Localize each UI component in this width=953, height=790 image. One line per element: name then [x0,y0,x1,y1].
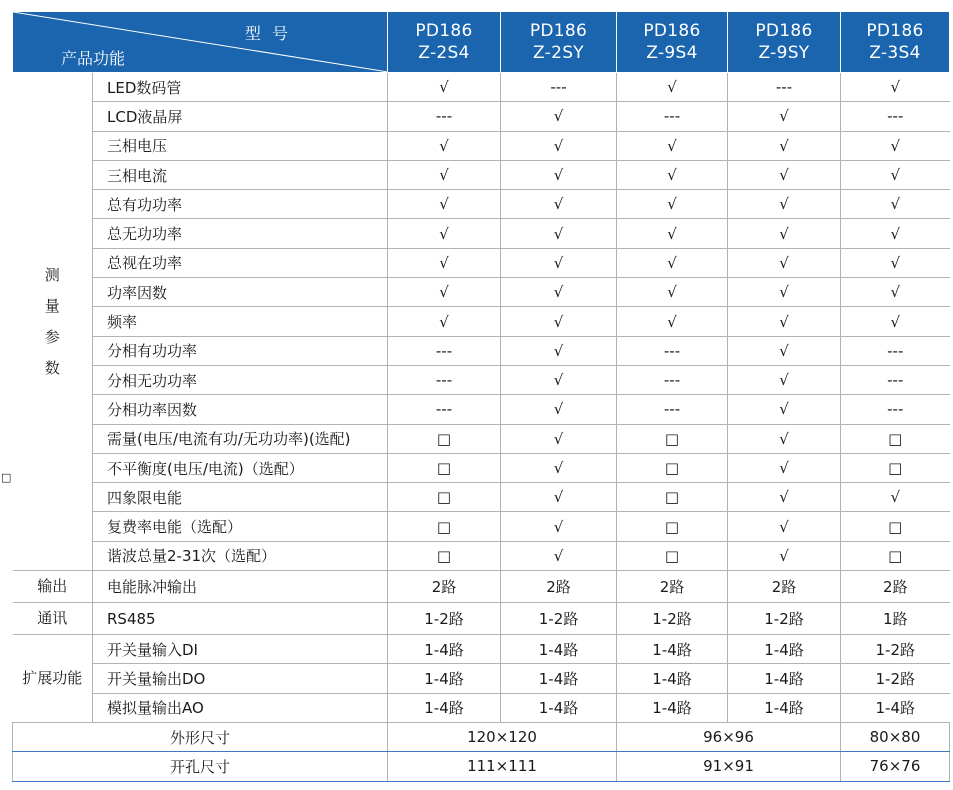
table-row [13,219,950,248]
value-cell: √ [728,160,841,189]
value-cell: □ [388,512,501,541]
value-cell: 1-4路 [388,693,501,722]
function-header-label: 产品功能 [61,49,126,68]
value-cell: √ [617,219,728,248]
value-cell: √ [728,453,841,482]
header-row [13,12,950,73]
value-cell: √ [617,307,728,336]
value-cell: √ [728,131,841,160]
value-cell: □ [617,512,728,541]
value-cell: 1-2路 [841,635,950,664]
value-cell: √ [728,395,841,424]
value-cell: √ [728,248,841,277]
group-expansion: 扩展功能 [13,635,93,723]
value-cell: 1-4路 [617,635,728,664]
value-cell: --- [501,73,617,102]
value-cell: □ [617,453,728,482]
dimension-row [13,722,950,751]
value-cell: 1路 [841,603,950,635]
value-cell: 1-4路 [617,693,728,722]
feature-cell: RS485 [93,603,388,635]
value-cell: √ [388,131,501,160]
group-output: 输出 [13,571,93,603]
value-cell: 2路 [388,571,501,603]
stray-box-mark: □ [1,471,12,484]
dimension-value: 76×76 [841,752,950,781]
value-cell: --- [617,365,728,394]
model-header-3: PD186 Z-9S4 [617,12,728,73]
value-cell: 1-4路 [388,664,501,693]
feature-cell: 分相无功功率 [93,365,388,394]
value-cell: --- [841,336,950,365]
dimension-value: 96×96 [617,722,841,751]
value-cell: √ [617,248,728,277]
value-cell: √ [388,248,501,277]
feature-cell: 三相电流 [93,160,388,189]
feature-cell: 总视在功率 [93,248,388,277]
value-cell: □ [841,424,950,453]
value-cell: √ [617,131,728,160]
value-cell: --- [841,395,950,424]
dimension-value: 111×111 [388,752,617,781]
value-cell: 1-4路 [388,635,501,664]
value-cell: √ [617,73,728,102]
value-cell: □ [388,424,501,453]
feature-cell: 电能脉冲输出 [93,571,388,603]
value-cell: √ [841,190,950,219]
value-cell: √ [388,307,501,336]
table-row [13,365,950,394]
value-cell: --- [388,395,501,424]
value-cell: --- [728,73,841,102]
value-cell: √ [501,541,617,570]
feature-cell: 四象限电能 [93,483,388,512]
value-cell: √ [728,307,841,336]
feature-cell: 模拟量输出AO [93,693,388,722]
value-cell: √ [728,336,841,365]
feature-cell: 不平衡度(电压/电流)（选配） [93,453,388,482]
value-cell: --- [617,395,728,424]
table-row [13,603,950,635]
feature-cell: 三相电压 [93,131,388,160]
value-cell: √ [388,160,501,189]
value-cell: 1-4路 [617,664,728,693]
value-cell: √ [617,160,728,189]
value-cell: √ [501,424,617,453]
model-header-5: PD186 Z-3S4 [841,12,950,73]
table-row [13,73,950,102]
value-cell: √ [617,278,728,307]
value-cell: √ [501,307,617,336]
value-cell: 1-2路 [728,603,841,635]
value-cell: √ [501,278,617,307]
table-row [13,160,950,189]
value-cell: √ [501,336,617,365]
table-row [13,453,950,482]
value-cell: √ [841,248,950,277]
value-cell: √ [501,160,617,189]
table-row [13,635,950,664]
dimension-value: 91×91 [617,752,841,781]
value-cell: 1-2路 [841,664,950,693]
feature-cell: 分相有功功率 [93,336,388,365]
table-row [13,571,950,603]
value-cell: √ [388,73,501,102]
table-row [13,512,950,541]
value-cell: √ [501,453,617,482]
value-cell: √ [841,160,950,189]
table-row [13,336,950,365]
value-cell: √ [501,365,617,394]
value-cell: √ [728,102,841,131]
dimension-value: 80×80 [841,722,950,751]
value-cell: 2路 [728,571,841,603]
value-cell: √ [501,190,617,219]
value-cell: √ [617,190,728,219]
value-cell: --- [617,102,728,131]
value-cell: --- [388,102,501,131]
value-cell: □ [841,512,950,541]
value-cell: √ [501,102,617,131]
feature-cell: 总有功功率 [93,190,388,219]
value-cell: --- [617,336,728,365]
value-cell: √ [501,131,617,160]
table-row [13,190,950,219]
value-cell: √ [841,131,950,160]
group-measurement: 测 量 参 数 [13,73,93,571]
table-row [13,395,950,424]
value-cell: 1-2路 [388,603,501,635]
table-row [13,278,950,307]
value-cell: 1-4路 [841,693,950,722]
value-cell: √ [728,219,841,248]
value-cell: √ [501,483,617,512]
table-row [13,483,950,512]
value-cell: √ [841,73,950,102]
value-cell: □ [617,424,728,453]
table-row [13,102,950,131]
value-cell: √ [841,307,950,336]
value-cell: √ [728,190,841,219]
value-cell: □ [388,541,501,570]
model-header-label: 型 号 [244,24,291,43]
feature-cell: 开关量输入DI [93,635,388,664]
value-cell: 1-4路 [728,664,841,693]
feature-cell: 总无功功率 [93,219,388,248]
dimension-value: 120×120 [388,722,617,751]
feature-cell: 分相功率因数 [93,395,388,424]
value-cell: √ [728,424,841,453]
value-cell: √ [501,512,617,541]
value-cell: □ [841,453,950,482]
group-communication: 通讯 [13,603,93,635]
feature-cell: 功率因数 [93,278,388,307]
table-row [13,248,950,277]
value-cell: 1-4路 [728,635,841,664]
model-header-2: PD186 Z-2SY [501,12,617,73]
value-cell: 1-4路 [501,693,617,722]
value-cell: □ [841,541,950,570]
table-row [13,664,950,693]
value-cell: 2路 [617,571,728,603]
value-cell: 1-4路 [501,635,617,664]
value-cell: 1-2路 [501,603,617,635]
table-row [13,424,950,453]
value-cell: □ [388,453,501,482]
value-cell: --- [388,365,501,394]
table-row [13,131,950,160]
dimension-row [13,752,950,781]
value-cell: √ [501,248,617,277]
value-cell: √ [388,190,501,219]
feature-cell: LED数码管 [93,73,388,102]
value-cell: √ [728,541,841,570]
feature-cell: LCD液晶屏 [93,102,388,131]
value-cell: --- [388,336,501,365]
feature-cell: 谐波总量2-31次（选配） [93,541,388,570]
value-cell: √ [728,278,841,307]
dimension-label: 外形尺寸 [13,722,388,751]
table-row [13,693,950,722]
value-cell: 1-4路 [501,664,617,693]
value-cell: √ [728,365,841,394]
feature-cell: 复费率电能（选配） [93,512,388,541]
header-corner-cell [13,12,388,73]
model-header-4: PD186 Z-9SY [728,12,841,73]
feature-cell: 开关量输出DO [93,664,388,693]
value-cell: 1-4路 [728,693,841,722]
value-cell: √ [501,395,617,424]
value-cell: □ [388,483,501,512]
feature-cell: 频率 [93,307,388,336]
value-cell: √ [728,512,841,541]
value-cell: √ [728,483,841,512]
value-cell: √ [388,278,501,307]
spec-table [12,11,950,782]
value-cell: √ [501,219,617,248]
value-cell: √ [841,278,950,307]
value-cell: √ [388,219,501,248]
value-cell: □ [617,483,728,512]
table-row [13,307,950,336]
value-cell: √ [841,219,950,248]
value-cell: □ [617,541,728,570]
value-cell: 2路 [841,571,950,603]
value-cell: √ [841,483,950,512]
value-cell: 2路 [501,571,617,603]
dimension-label: 开孔尺寸 [13,752,388,781]
value-cell: 1-2路 [617,603,728,635]
model-header-1: PD186 Z-2S4 [388,12,501,73]
table-row [13,541,950,570]
feature-cell: 需量(电压/电流有功/无功功率)(选配) [93,424,388,453]
value-cell: --- [841,365,950,394]
value-cell: --- [841,102,950,131]
